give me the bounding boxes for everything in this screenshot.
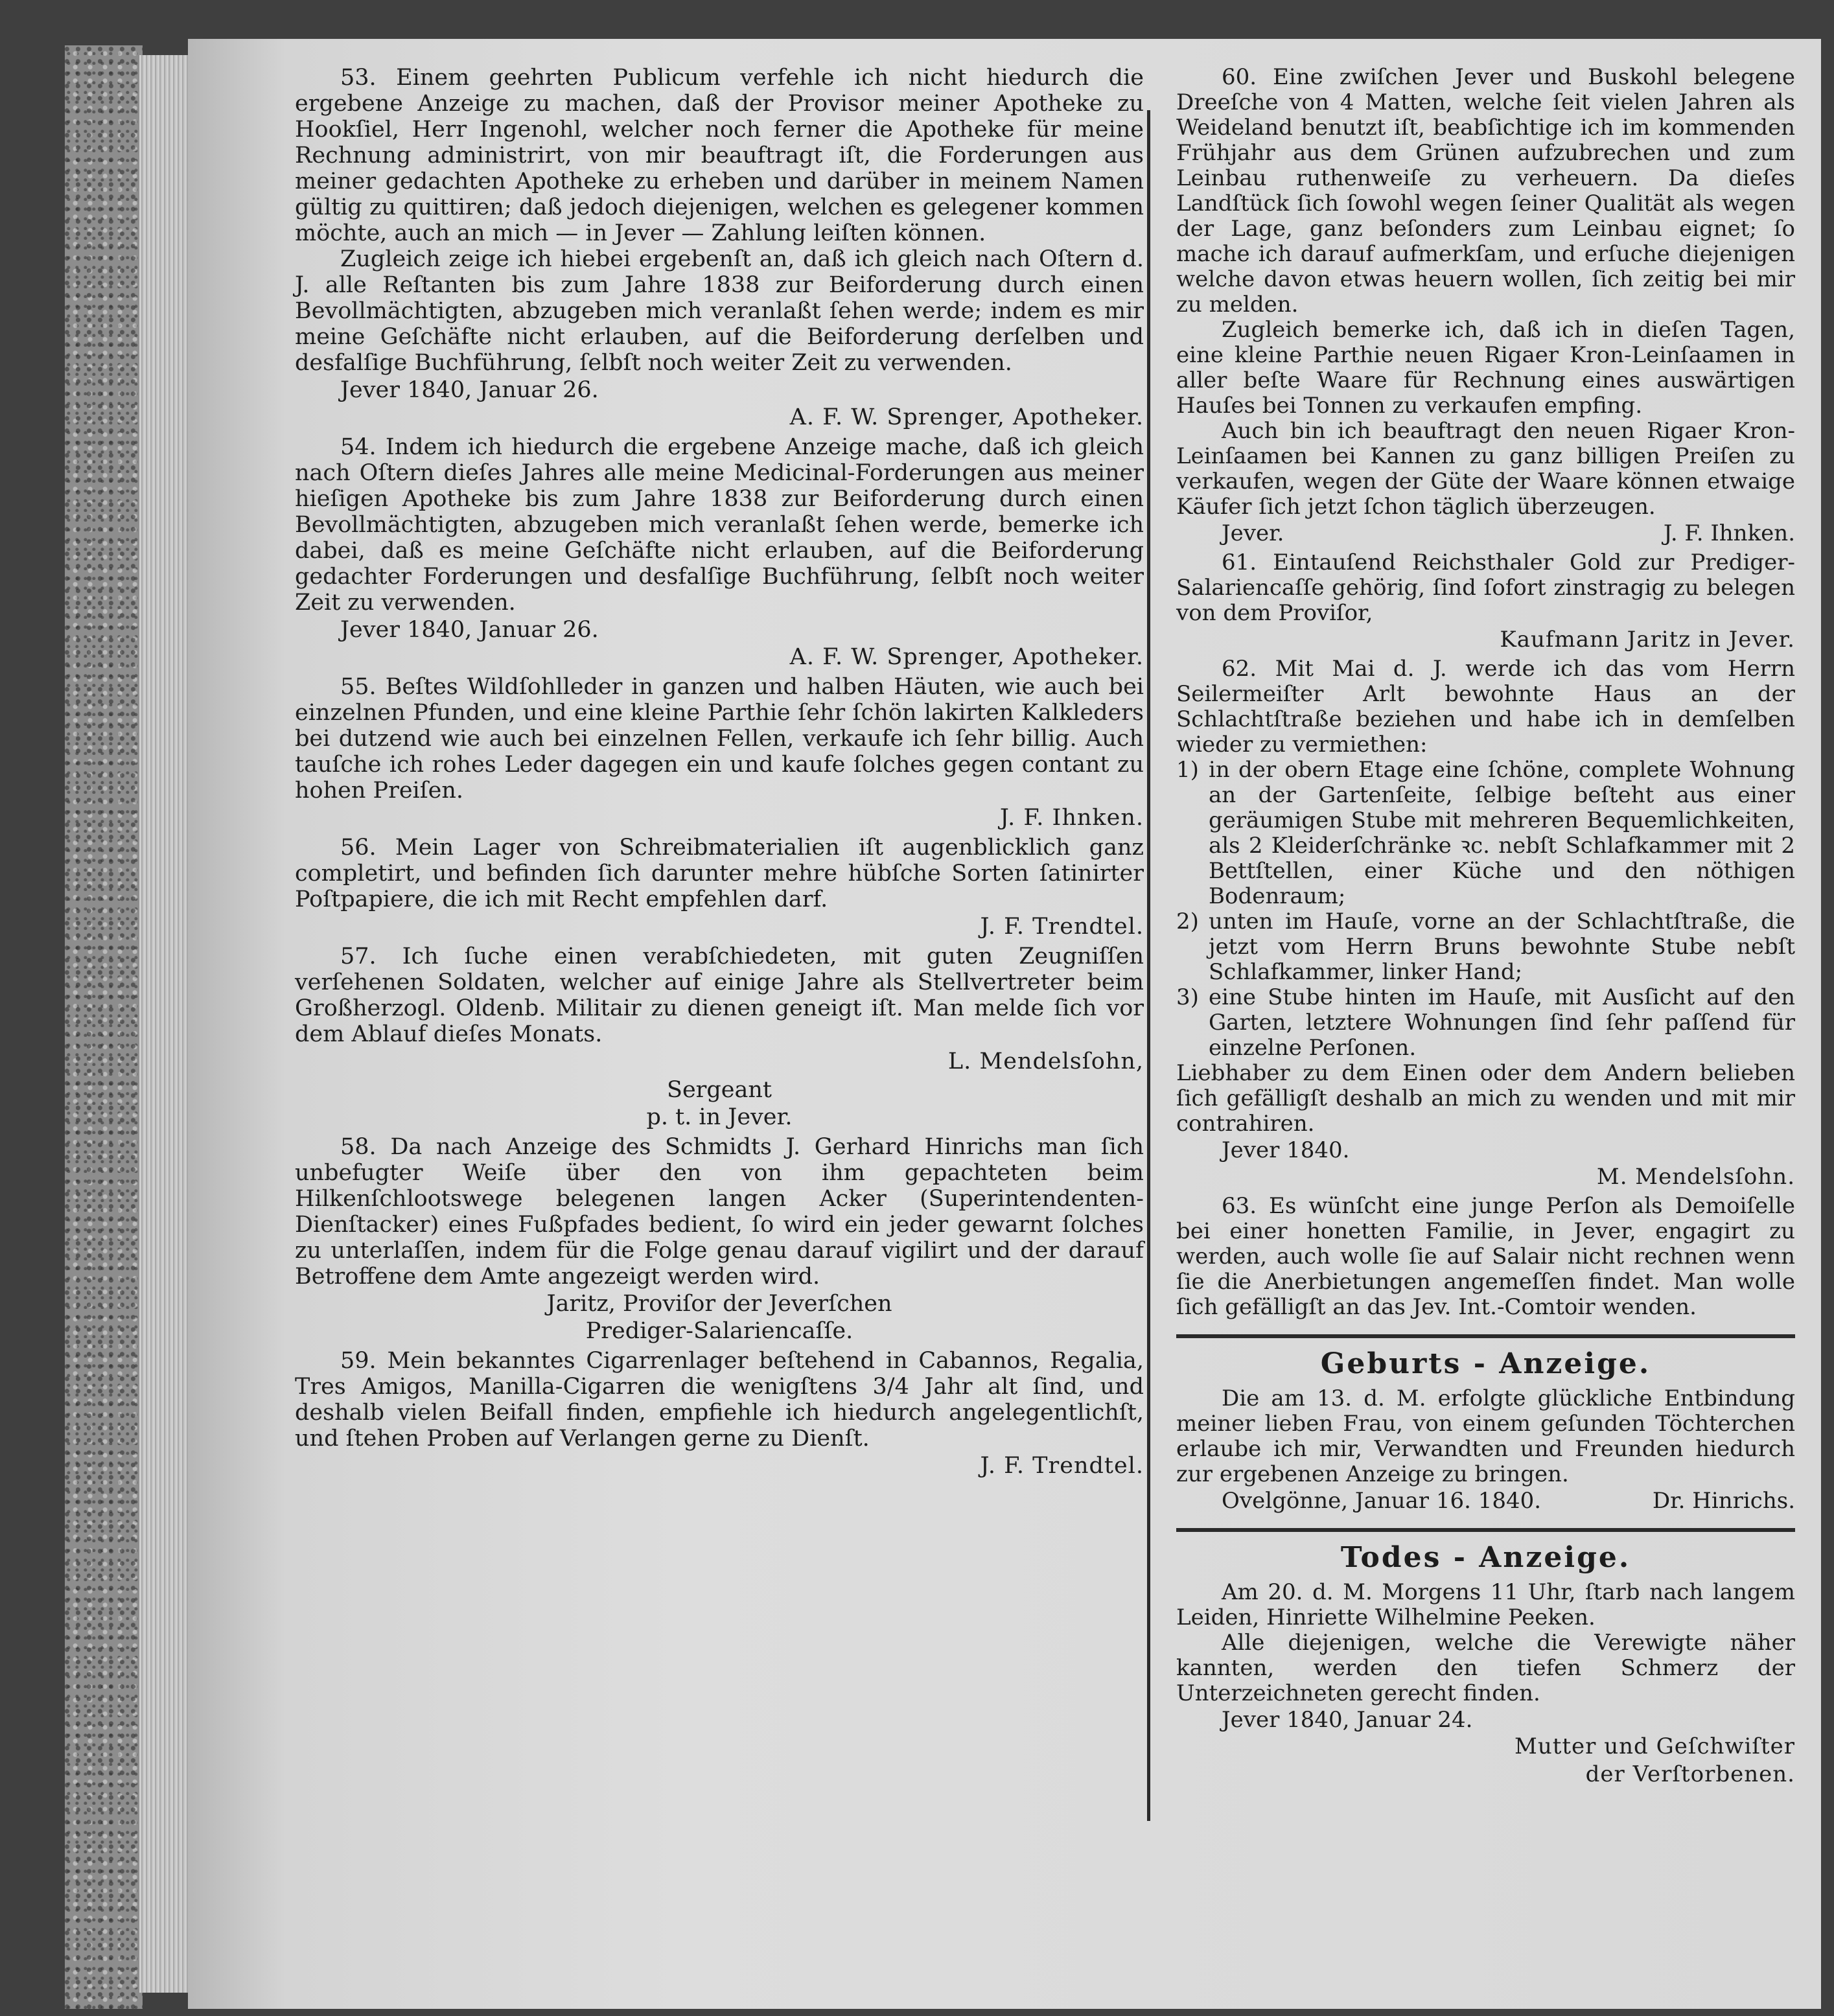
notice-place-date: Jever 1840, Januar 24. bbox=[1222, 1707, 1473, 1733]
ad-place-date: Jever 1840, Januar 26. bbox=[340, 377, 599, 403]
notice-signature: der Verſtorbenen. bbox=[1585, 1761, 1795, 1787]
ad-text: 53. Einem geehrten Publicum verfehle ich nicht hiedurch die ergebene Anzeige zu machen, daß der Provisor meiner Apotheke zu Hookſiel, Herr Ingenohl, welcher noch ferner die Apotheke für meine Rechnung administrirt, von mir beauftragt iſt, die Forderungen aus meiner gedachten Apotheke zu erheben und darüber in meinem Namen gültig zu quittiren; daß jedoch diejenigen, welchen es gelegener kommen möchte, auch an mich — in Jever — Zahlung leiſten können. bbox=[295, 65, 1144, 246]
birth-notice bbox=[1176, 1347, 1795, 1514]
ad-place-date: Jever. bbox=[1222, 520, 1284, 546]
ad-text: 59. Mein bekanntes Cigarrenlager beſtehend in Cabannos, Regalia, Tres Amigos, Manilla-Cigarren die wenigſtens 3/4 Jahr alt ſind, und deshalb vielen Beifall finden, empfiehle ich hiedurch angelegentlichſt, und ſtehen Proben auf Verlangen gerne zu Dienſt. bbox=[295, 1348, 1144, 1452]
book-cover-edge bbox=[65, 45, 143, 2009]
ad-signature: M. Mendelsſohn. bbox=[1596, 1164, 1795, 1190]
column-divider bbox=[1147, 110, 1150, 1821]
list-item bbox=[1176, 758, 1795, 909]
left-column bbox=[295, 65, 1144, 1483]
list-item-text: in der obern Etage eine ſchöne, complete Wohnung an der Gartenſeite, ſelbige beſteht aus einer geräumigen Stube mit mehreren Bequemlichkeiten, als 2 Kleiderſchränke ꝛc. nebſt Schlafkammer mit 2 Bettſtellen, einer Küche und den nöthigen Bodenraum; bbox=[1209, 757, 1795, 909]
notice-place-date: Ovelgönne, Januar 16. 1840. bbox=[1222, 1488, 1542, 1514]
ad-signature-title: Prediger-Salariencaſſe. bbox=[585, 1318, 853, 1344]
ad-signature-title: Sergeant bbox=[666, 1077, 772, 1103]
ad-56 bbox=[295, 835, 1144, 940]
death-notice bbox=[1176, 1541, 1795, 1787]
page-block-edges bbox=[139, 55, 191, 1993]
ad-text: Liebhaber zu dem Einen oder dem Andern belieben ſich gefälligſt deshalb an mich zu wenden und mit mir contrahiren. bbox=[1176, 1060, 1795, 1137]
death-notice-heading: Todes - Anzeige. bbox=[1340, 1541, 1631, 1574]
section-divider bbox=[1176, 1334, 1795, 1338]
ad-62 bbox=[1176, 656, 1795, 1190]
ad-text: 54. Indem ich hiedurch die ergebene Anzeige mache, daß ich gleich nach Oſtern dieſes Jahres alle meine Medicinal-Forderungen aus meiner hieſigen Apotheke bis zum Jahre 1838 zur Beiforderung durch einen Bevollmächtigten, abzugeben mich veranlaßt ſehen werde, bemerke ich dabei, daß es meine Geſchäfte nicht erlauben, auf die Beiforderung gedachter Forderungen und desfalſige Buchführung, ſelbſt noch weiter Zeit zu verwenden. bbox=[295, 434, 1144, 616]
notice-text: Am 20. d. M. Morgens 11 Uhr, ſtarb nach langem Leiden, Hinriette Wilhelmine Peeken. bbox=[1176, 1579, 1795, 1630]
ad-55 bbox=[295, 674, 1144, 831]
ad-61 bbox=[1176, 550, 1795, 653]
ad-text: 62. Mit Mai d. J. werde ich das vom Herrn Seilermeiſter Arlt bewohnte Haus an der Schlachtſtraße beziehen und habe ich in demſelben wieder zu vermiethen: bbox=[1176, 656, 1795, 758]
list-item-text: unten im Hauſe, vorne an der Schlachtſtraße, die jetzt vom Herrn Bruns bewohnte Stube nebſt Schlafkammer, linker Hand; bbox=[1209, 909, 1795, 985]
list-item-number: 2) bbox=[1176, 909, 1199, 934]
ad-57 bbox=[295, 944, 1144, 1130]
list-item bbox=[1176, 909, 1795, 985]
right-column bbox=[1176, 65, 1795, 1791]
ad-text: 58. Da nach Anzeige des Schmidts J. Gerhard Hinrichs man ſich unbefugter Weiſe über den von ihm gepachteten beim Hilkenſchlootswege belegenen langen Acker (Superintendenten-Dienſtacker) eines Fußpfades bedient, ſo wird ein jeder gewarnt ſolches zu unterlaſſen, indem für die Folge genau darauf vigilirt und der darauf Betroffene dem Amte angezeigt werden wird. bbox=[295, 1134, 1144, 1290]
ad-53 bbox=[295, 65, 1144, 430]
ad-signature: J. F. Trendtel. bbox=[980, 1453, 1144, 1479]
ad-signature: Kaufmann Jaritz in Jever. bbox=[1500, 627, 1795, 653]
ad-signature: J. F. Ihnken. bbox=[1663, 520, 1795, 546]
ad-text: 60. Eine zwiſchen Jever und Buskohl belegene Dreeſche von 4 Matten, welche ſeit vielen Jahren als Weideland benutzt iſt, beabſichtige ich im kommenden Frühjahr aus dem Grünen aufzubrechen und zum Leinbau ruthenweiſe zu verheuern. Da dieſes Landſtück ſich ſowohl wegen ſeiner Qualität als wegen der Lage, ganz beſonders zum Leinbau eignet; ſo mache ich darauf aufmerkſam, und erſuche diejenigen welche davon etwas heuern wollen, ſich zeitig bei mir zu melden. bbox=[1176, 64, 1795, 318]
ad-signature: A. F. W. Sprenger, Apotheker. bbox=[789, 404, 1144, 430]
ad-54 bbox=[295, 434, 1144, 670]
section-divider bbox=[1176, 1528, 1795, 1532]
ad-signature: J. F. Trendtel. bbox=[980, 914, 1144, 940]
birth-notice-heading: Geburts - Anzeige. bbox=[1320, 1347, 1651, 1380]
ad-place-date: Jever 1840, Januar 26. bbox=[340, 617, 599, 643]
ad-signature: J. F. Ihnken. bbox=[999, 805, 1144, 831]
list-item bbox=[1176, 985, 1795, 1061]
ad-59 bbox=[295, 1348, 1144, 1479]
ad-text: 57. Ich ſuche einen verabſchiedeten, mit guten Zeugniſſen verſehenen Soldaten, welcher auf einige Jahre als Stellvertreter beim Großherzogl. Oldenb. Militair zu dienen geneigt iſt. Man melde ſich vor dem Ablauf dieſes Monats. bbox=[295, 944, 1144, 1047]
list-item-number: 3) bbox=[1176, 984, 1199, 1010]
ad-signature: A. F. W. Sprenger, Apotheker. bbox=[789, 644, 1144, 670]
ad-place-signature-row bbox=[1176, 521, 1795, 546]
ad-text: Auch bin ich beauftragt den neuen Rigaer Kron-Leinſaamen bei Kannen zu ganz billigen Preiſen zu verkaufen, wegen der Güte der Waare können etwaige Käufer ſich jetzt ſchon täglich überzeugen. bbox=[1176, 418, 1795, 520]
notice-signature: Dr. Hinrichs. bbox=[1652, 1488, 1795, 1514]
ad-text: 56. Mein Lager von Schreibmaterialien iſt augenblicklich ganz completirt, und befinden ſich darunter mehre hübſche Sorten ſatinirter Poſtpapiere, die ich mit Recht empfehlen darf. bbox=[295, 835, 1144, 912]
ad-text: Zugleich bemerke ich, daß ich in dieſen Tagen, eine kleine Parthie neuen Rigaer Kron-Leinſaamen in aller beſte Waare für Rechnung eines auswärtigen Hauſes bei Tonnen zu verkaufen empfing. bbox=[1176, 317, 1795, 419]
notice-text: Die am 13. d. M. erfolgte glückliche Entbindung meiner lieben Frau, von einem geſunden Töchterchen erlaube ich mir, Verwandten und Freunden hiedurch zur ergebenen Anzeige zu bringen. bbox=[1176, 1385, 1795, 1487]
ad-text: 61. Eintauſend Reichsthaler Gold zur Prediger-Salariencaſſe gehörig, ſind ſofort zinstragig zu belegen von dem Proviſor, bbox=[1176, 550, 1795, 626]
ad-text: Zugleich zeige ich hiebei ergebenſt an, daß ich gleich nach Oſtern d. J. alle Reſtanten bis zum Jahre 1838 zur Beiforderung durch einen Bevollmächtigten, abzugeben mich veranlaßt ſehen werde; indem es mir meine Geſchäfte nicht erlauben, auf die Beiforderung derſelben und desfalſige Buchführung, ſelbſt noch weiter Zeit zu verwenden. bbox=[295, 246, 1144, 376]
notice-signature: Mutter und Geſchwiſter bbox=[1515, 1733, 1795, 1759]
ad-place-date: Jever 1840. bbox=[1222, 1137, 1350, 1163]
ad-signature: L. Mendelsſohn, bbox=[947, 1049, 1144, 1074]
notice-text: Alle diejenigen, welche die Verewigte näher kannten, werden den tiefen Schmerz der Unterzeichneten gerecht finden. bbox=[1176, 1630, 1795, 1706]
ad-60 bbox=[1176, 65, 1795, 546]
list-item-number: 1) bbox=[1176, 757, 1199, 783]
ad-signature-location: p. t. in Jever. bbox=[646, 1104, 793, 1130]
rental-list bbox=[1176, 758, 1795, 1061]
ad-text: 55. Beſtes Wildſohlleder in ganzen und halben Häuten, wie auch bei einzelnen Pfunden, und eine kleine Parthie ſehr ſchön lakirten Kalkleders bei dutzend wie auch bei einzelnen Fellen, verkaufe ich ſehr billig. Auch tauſche ich rohes Leder dagegen ein und kaufe ſolches gegen contant zu hohen Preiſen. bbox=[295, 674, 1144, 804]
ad-63 bbox=[1176, 1194, 1795, 1320]
list-item-text: eine Stube hinten im Hauſe, mit Ausſicht auf den Garten, letztere Wohnungen ſind ſehr paſſend für einzelne Perſonen. bbox=[1209, 984, 1795, 1061]
ad-signature: Jaritz, Proviſor der Jeverſchen bbox=[546, 1291, 892, 1317]
notice-place-signature-row bbox=[1176, 1489, 1795, 1514]
ad-58 bbox=[295, 1134, 1144, 1344]
ad-text: 63. Es wünſcht eine junge Perſon als Demoiſelle bei einer honetten Familie, in Jever, engagirt zu werden, auch wolle ſie auf Salair nicht rechnen wenn ſie die Anerbietungen angemeſſen findet. Man wolle ſich gefälligſt an das Jev. Int.-Comtoir wenden. bbox=[1176, 1193, 1795, 1320]
